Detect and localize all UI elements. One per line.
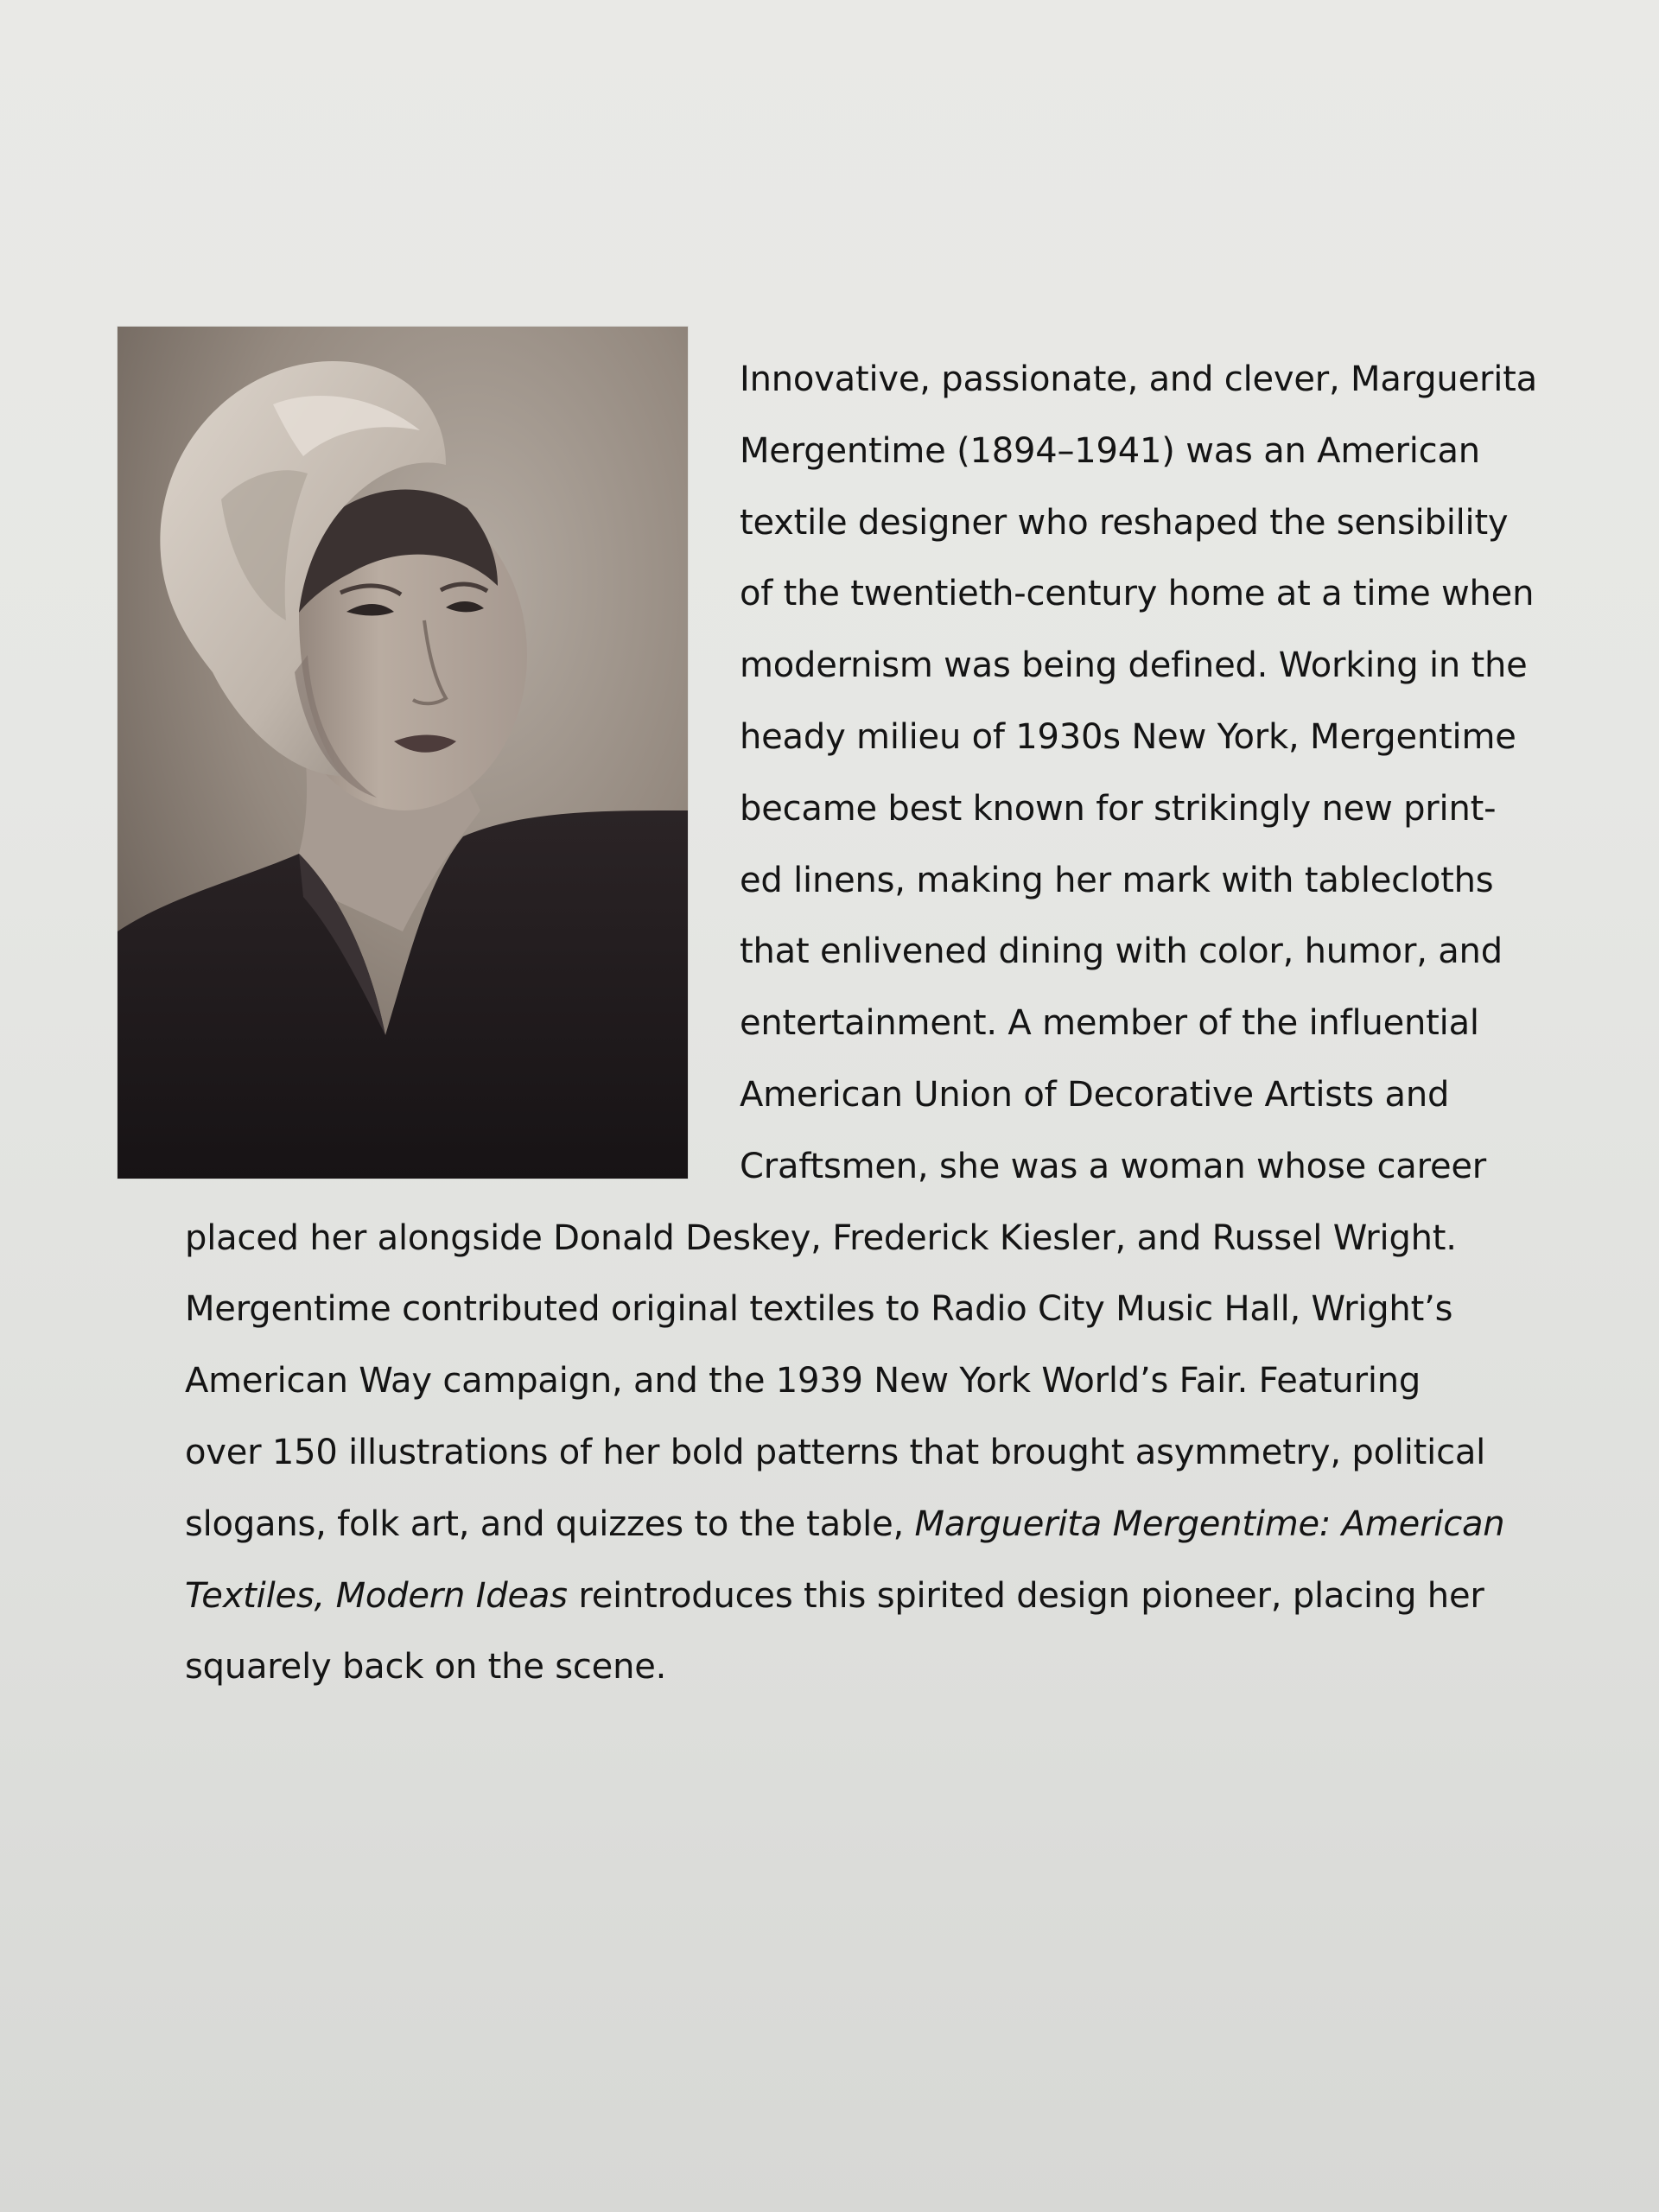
description-line: modernism was being defined. Working in the — [740, 645, 1528, 686]
description-line: American Union of Decorative Artists and — [740, 1074, 1450, 1115]
description-line: of the twentieth-century home at a time when — [740, 574, 1535, 614]
description-line: Mergentime contributed original textiles to Radio City Music Hall, Wright’s — [185, 1289, 1453, 1330]
description-line: squarely back on the scene. — [185, 1647, 667, 1688]
description-line: Mergentime (1894–1941) was an American — [740, 430, 1480, 471]
book-description — [185, 344, 1576, 1703]
description-line: entertainment. A member of the influential — [740, 1003, 1479, 1044]
description-line: textile designer who reshaped the sensibility — [740, 502, 1509, 543]
book-title-italic: Textiles, Modern Ideas — [185, 1575, 568, 1616]
description-text: reintroduces this spirited design pioneer, placing her — [567, 1575, 1484, 1616]
description-line: heady milieu of 1930s New York, Mergentime — [740, 716, 1516, 757]
description-line: Craftsmen, she was a woman whose career — [740, 1146, 1487, 1186]
description-line: that enlivened dining with color, humor, and — [740, 931, 1503, 972]
description-line: American Way campaign, and the 1939 New York World’s Fair. Featuring — [185, 1361, 1421, 1402]
description-line: over 150 illustrations of her bold patterns that brought asymmetry, political — [185, 1432, 1486, 1472]
description-line — [185, 1489, 1576, 1560]
description-text: slogans, folk art, and quizzes to the table, — [185, 1503, 915, 1544]
description-line: placed her alongside Donald Deskey, Frederick Kiesler, and Russel Wright. — [185, 1217, 1457, 1258]
description-line: became best known for strikingly new print- — [740, 788, 1497, 829]
description-line: ed linens, making her mark with tablecloths — [740, 860, 1494, 900]
description-line — [185, 1560, 1576, 1632]
book-title-italic: Marguerita Mergentime: American — [914, 1503, 1505, 1544]
description-line: Innovative, passionate, and clever, Marguerita — [740, 359, 1537, 399]
